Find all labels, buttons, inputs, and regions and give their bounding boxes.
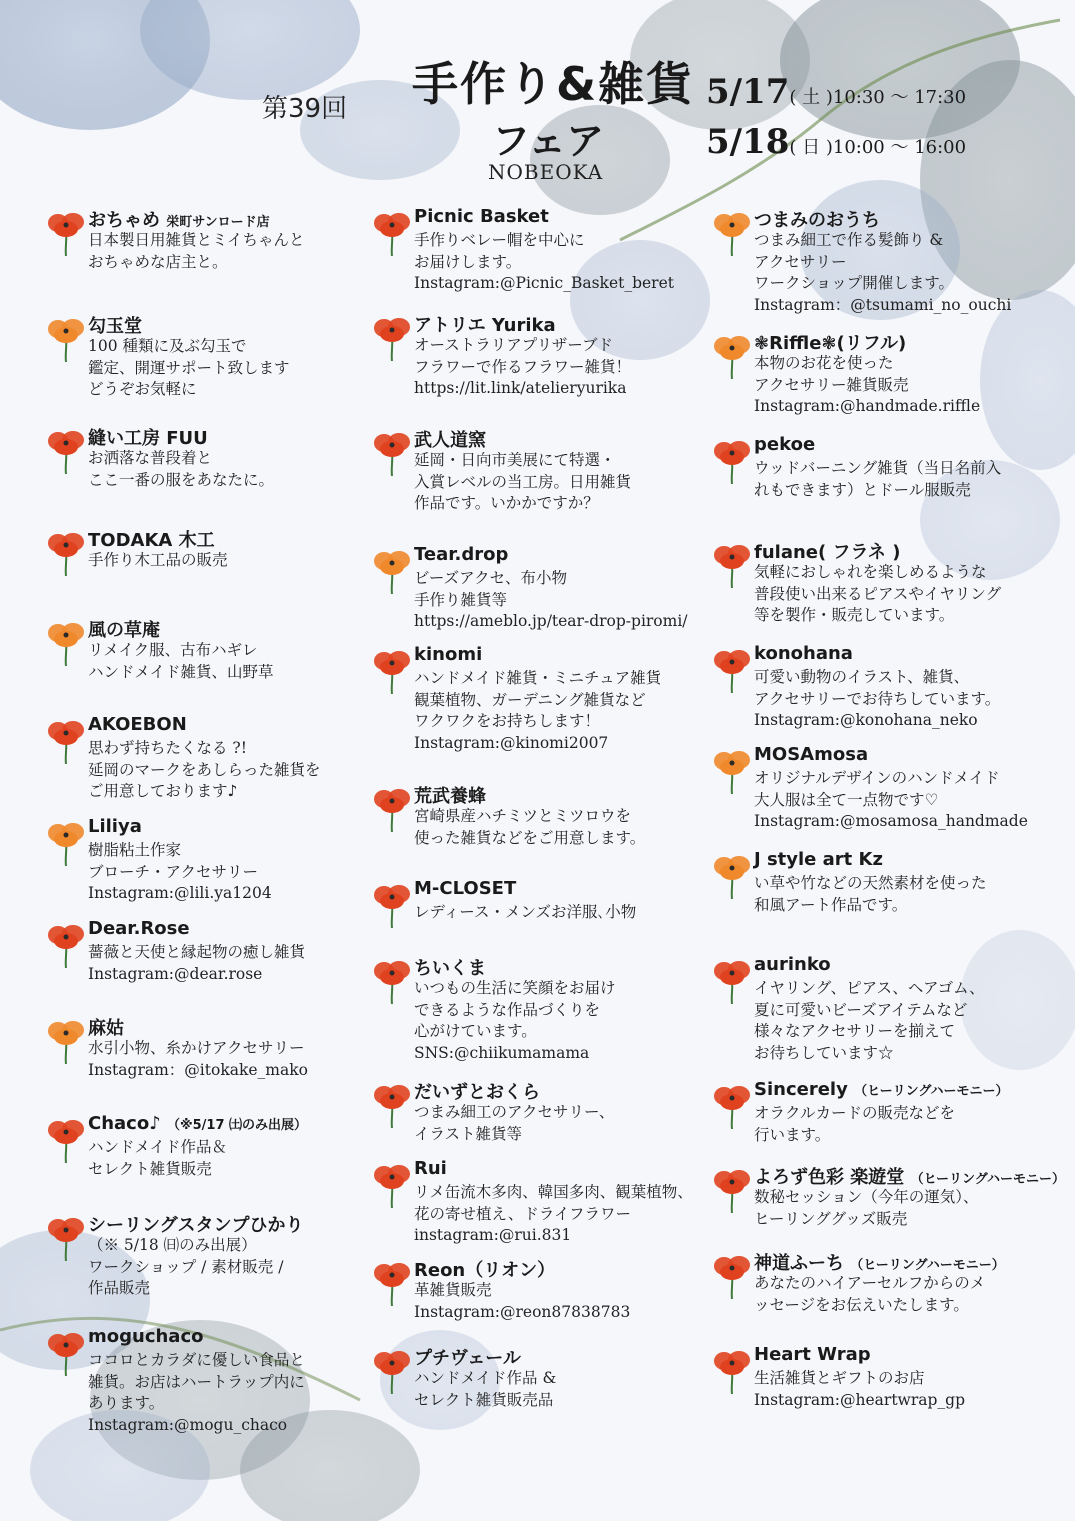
poppy-flower-icon xyxy=(712,1167,752,1213)
shop-name: アトリエ Yurika xyxy=(414,315,556,336)
shop-name: つまみのおうち xyxy=(754,210,880,231)
shop-name: Rui xyxy=(414,1158,447,1179)
shop-description-line: 手作りベレー帽を中心に xyxy=(414,231,585,249)
shop-description xyxy=(414,1280,630,1323)
shop-description-line: 行います。 xyxy=(754,1125,831,1144)
poppy-flower-icon xyxy=(46,1018,86,1064)
shop-description-line: 手作り雑貨等 xyxy=(414,590,508,609)
shop-description-line: ハンドメイド雑貨・ミニチュア雑貨 xyxy=(414,669,662,687)
shop-description-line: 宮崎県産ハチミツとミツロウを xyxy=(414,807,632,825)
shop-description-line: ワークショップ開催します。 xyxy=(754,274,954,292)
event-title-sub: フェア xyxy=(492,119,605,163)
shop-description xyxy=(88,942,305,985)
shop-description-line: 手作り木工品の販売 xyxy=(88,551,228,569)
shop-description xyxy=(754,768,1028,833)
shop-description xyxy=(414,668,661,754)
shop-description xyxy=(88,550,228,572)
shop-name-note: （ヒーリングハーモニー） xyxy=(850,1258,1005,1273)
shop-description xyxy=(754,562,1001,627)
shop-description xyxy=(414,450,631,515)
shop-description-line: instagram:@rui.831 xyxy=(414,1226,572,1244)
shop-name-note: （※5/17 ㈯のみ出展） xyxy=(166,1118,308,1133)
shop-description xyxy=(88,448,274,491)
poppy-flower-icon xyxy=(372,430,412,476)
shop-name: ちいくま xyxy=(414,958,486,979)
shop-description-line: 薔薇と天使と縁起物の癒し雑貨 xyxy=(88,943,306,961)
shop-description-line: SNS:@chiikumamama xyxy=(414,1043,590,1062)
shop-description-line: ブローチ・アクセサリー xyxy=(88,862,259,881)
shop-name: moguchaco xyxy=(88,1326,204,1347)
poppy-flower-icon xyxy=(372,648,412,694)
shop-description-line: 日本製日用雑貨とミイちゃんと xyxy=(88,231,305,249)
shop-name: Liliya xyxy=(88,816,142,837)
shop-description-line: Instagram：@itokake_mako xyxy=(88,1060,308,1079)
shop-description xyxy=(88,640,274,683)
shop-description-line: ワークショップ / 素材販売 / xyxy=(88,1257,284,1276)
shop-name: 武人道窯 xyxy=(414,430,486,451)
shop-description-line: イヤリング、ピアス、ヘアゴム、 xyxy=(754,979,985,997)
shop-description-line: 樹脂粘土作家 xyxy=(88,841,182,859)
shop-description-line: Instagram:@mogu_chaco xyxy=(88,1415,288,1434)
shop-description-line: オリジナルデザインのハンドメイド xyxy=(754,769,1000,787)
shop-description xyxy=(88,1038,308,1081)
shop-name: だいずとおくら xyxy=(414,1082,540,1103)
poppy-flower-icon xyxy=(46,428,86,474)
shop-description-line: 等を製作・販売しています。 xyxy=(754,606,955,624)
shop-description-line: あなたのハイアーセルフからのメ xyxy=(754,1274,986,1292)
shop-description-line: アクセサリー xyxy=(754,252,847,271)
shop-description-line: いつもの生活に笑顔をお届け xyxy=(414,979,616,997)
shop-description-line: ビーズアクセ、布小物 xyxy=(414,569,567,587)
shop-name: 風の草庵 xyxy=(88,620,160,641)
shop-description-line: 大人服は全て一点物です♡ xyxy=(754,790,939,809)
poppy-flower-icon xyxy=(46,922,86,968)
poppy-flower-icon xyxy=(372,958,412,1004)
shop-description-line: Instagram:@handmade.riffle xyxy=(754,397,981,415)
shop-description-line: ココロとカラダに優しい食品と xyxy=(88,1351,305,1369)
poppy-flower-icon xyxy=(46,530,86,576)
shop-description xyxy=(414,902,636,924)
shop-description-line: オラクルカードの販売などを xyxy=(754,1104,956,1122)
shop-name: konohana xyxy=(754,643,853,664)
shop-description xyxy=(754,458,1001,501)
shop-description-line: できるような作品づくりを xyxy=(414,1000,601,1019)
shop-description-line: お待ちしています☆ xyxy=(754,1043,894,1062)
poppy-flower-icon xyxy=(712,1253,752,1299)
shop-description-line: リメ缶流木多肉、韓国多肉、観葉植物、 xyxy=(414,1183,693,1201)
poppy-flower-icon xyxy=(712,1083,752,1129)
shop-description xyxy=(754,873,987,916)
poppy-flower-icon xyxy=(46,718,86,764)
shop-description-line: セレクト雑貨販売品 xyxy=(414,1390,554,1409)
poppy-flower-icon xyxy=(46,1330,86,1376)
shop-description-line: ここ一番の服をあなたに。 xyxy=(88,470,275,489)
shop-description-line: 思わず持ちたくなる ?! xyxy=(88,739,247,757)
shop-description-line: ヒーリンググッズ販売 xyxy=(754,1209,908,1228)
shop-description-line: れもできます）とドール服販売 xyxy=(754,480,971,499)
poppy-flower-icon xyxy=(712,333,752,379)
shop-name: おちゃめ 栄町サンロード店 xyxy=(88,210,270,231)
shop-description-line: Instagram:@reon87838783 xyxy=(414,1302,631,1321)
shop-description xyxy=(88,230,305,273)
shop-description-line: つまみ細工のアクセサリー、 xyxy=(414,1103,615,1121)
shop-name-note: 栄町サンロード店 xyxy=(166,215,270,230)
shop-description-line: https://lit.link/atelieryurika xyxy=(414,379,627,397)
shop-description-line: Instagram:@Picnic_Basket_beret xyxy=(414,274,674,292)
shop-description xyxy=(414,1368,556,1411)
shop-description-line: 革雑貨販売 xyxy=(414,1281,492,1299)
shop-description-line: い草や竹などの天然素材を使った xyxy=(754,874,987,892)
shop-description xyxy=(88,840,272,905)
shop-description-line: 雑貨。お店はハートラップ内に xyxy=(88,1372,305,1391)
shop-name: 麻姑 xyxy=(88,1018,124,1039)
poppy-flower-icon xyxy=(712,1348,752,1394)
event-date-1: 5/17( 土 )10:30 ～ 17:30 xyxy=(706,72,967,112)
shop-description xyxy=(414,1182,693,1247)
shop-description-line: おちゃめな店主と。 xyxy=(88,252,228,271)
shop-description-line: ご用意しております♪ xyxy=(88,782,238,800)
shop-name: TODAKA 木工 xyxy=(88,530,215,551)
shop-name: 神道ふーち （ヒーリングハーモニー） xyxy=(754,1253,1005,1274)
poppy-flower-icon xyxy=(712,210,752,256)
shop-description xyxy=(754,230,1011,316)
shop-description-line: リメイク服、古布ハギレ xyxy=(88,641,258,659)
shop-description-line: Instagram:@dear.rose xyxy=(88,964,263,983)
shop-description xyxy=(754,1273,985,1316)
shop-description-line: アクセサリー雑貨販売 xyxy=(754,375,909,394)
shop-description-line: 花の寄せ植え、ドライフラワー xyxy=(414,1204,632,1223)
shop-description-line: ハンドメイド雑貨、山野草 xyxy=(88,662,274,681)
shop-name: ❃Riffle❃(リフル) xyxy=(754,333,907,354)
shop-description-line: Instagram:@heartwrap_gp xyxy=(754,1390,965,1409)
shop-description-line: イラスト雑貨等 xyxy=(414,1124,523,1143)
shop-name: 勾玉堂 xyxy=(88,316,142,337)
shop-description-line: ウッドバーニング雑貨（当日名前入 xyxy=(754,459,1002,477)
shop-name: Reon（リオン） xyxy=(414,1260,556,1281)
shop-description-line: Instagram:@mosamosa_handmade xyxy=(754,812,1028,830)
poppy-flower-icon xyxy=(712,853,752,899)
shop-name: プチヴェール xyxy=(414,1348,521,1369)
shop-name-note: （ヒーリングハーモニー） xyxy=(910,1172,1066,1187)
shop-description xyxy=(754,1103,955,1146)
shop-name: MOSAmosa xyxy=(754,744,869,765)
shop-description-line: あります。 xyxy=(88,1394,165,1412)
shop-description-line: 生活雑貨とギフトのお店 xyxy=(754,1369,925,1387)
shop-description-line: 可愛い動物のイラスト、雑貨、 xyxy=(754,668,970,686)
shop-description xyxy=(88,1137,227,1180)
poppy-flower-icon xyxy=(372,786,412,832)
poppy-flower-icon xyxy=(46,620,86,666)
shop-description xyxy=(414,978,616,1064)
shop-description-line: ッセージをお伝えいたします。 xyxy=(754,1295,969,1314)
shop-description xyxy=(754,667,1000,732)
shop-description xyxy=(414,335,631,400)
poppy-flower-icon xyxy=(712,647,752,693)
shop-description-line: ワクワクをお持ちします！ xyxy=(414,712,601,730)
shop-description-line: Instagram:@konohana_neko xyxy=(754,711,978,729)
shop-description-line: 鑑定、開運サポート致します xyxy=(88,358,290,377)
shop-name: 荒武養蜂 xyxy=(414,786,486,807)
shop-name: kinomi xyxy=(414,644,483,665)
shop-name: fulane( フラネ ) xyxy=(754,542,901,563)
shop-description-line: 本物のお花を使った xyxy=(754,354,894,372)
shop-description-line: 水引小物、糸かけアクセサリー xyxy=(88,1039,305,1057)
poppy-flower-icon xyxy=(46,820,86,866)
shop-name: Dear.Rose xyxy=(88,918,190,939)
shop-description xyxy=(88,738,321,803)
shop-description-line: オーストラリアプリザーブド xyxy=(414,336,614,354)
shop-description xyxy=(88,1350,305,1436)
shop-name: M-CLOSET xyxy=(414,878,517,899)
event-date-2: 5/18( 日 )10:00 ～ 16:00 xyxy=(706,122,967,162)
shop-description-line: （※ 5/18 ㈰のみ出展） xyxy=(88,1236,257,1254)
shop-description-line: ハンドメイド作品 & xyxy=(414,1369,557,1387)
poppy-flower-icon xyxy=(372,315,412,361)
shop-description xyxy=(88,336,290,401)
event-header xyxy=(0,0,1075,200)
shop-description-line: 和風アート作品です。 xyxy=(754,895,908,914)
shop-description xyxy=(754,978,985,1064)
shop-description-line: Instagram:@lili.ya1204 xyxy=(88,884,272,902)
poppy-flower-icon xyxy=(46,316,86,362)
shop-description-line: 作品です。いかかですか？ xyxy=(414,494,599,512)
shop-description xyxy=(414,1102,614,1145)
poppy-flower-icon xyxy=(372,1082,412,1128)
shop-name: J style art Kz xyxy=(754,849,883,870)
shop-description-line: 様々なアクセサリーを揃えて xyxy=(754,1022,956,1040)
poppy-flower-icon xyxy=(372,1162,412,1208)
event-title: 手作り&雑貨 xyxy=(412,57,695,111)
poppy-flower-icon xyxy=(712,748,752,794)
shop-description-line: 観葉植物、ガーデニング雑貨など xyxy=(414,690,646,709)
shop-name: Chaco♪ （※5/17 ㈯のみ出展） xyxy=(88,1113,308,1134)
shop-description-line: https://ameblo.jp/tear-drop-piromi/ xyxy=(414,612,688,630)
shop-name: Picnic Basket xyxy=(414,206,549,227)
poppy-flower-icon xyxy=(712,542,752,588)
shop-description xyxy=(754,1187,978,1230)
shop-description xyxy=(414,230,674,295)
shop-name: Heart Wrap xyxy=(754,1344,871,1365)
shop-name: aurinko xyxy=(754,954,831,975)
shop-name: pekoe xyxy=(754,434,816,455)
shop-description-line: 気軽におしゃれを楽しめるような xyxy=(754,563,987,581)
shop-name: よろず色彩 楽遊堂 （ヒーリングハーモニー） xyxy=(754,1167,1066,1188)
shop-description xyxy=(754,353,980,418)
shop-description-line: 使った雑貨などをご用意します。 xyxy=(414,828,646,847)
poppy-flower-icon xyxy=(712,438,752,484)
shop-name-note: （ヒーリングハーモニー） xyxy=(854,1084,1009,1099)
event-city: NOBEOKA xyxy=(488,160,604,184)
shop-name: 縫い工房 FUU xyxy=(88,428,208,449)
shop-description-line: 入賞レベルの当工房。日用雑貨 xyxy=(414,472,632,491)
poppy-flower-icon xyxy=(372,210,412,256)
poppy-flower-icon xyxy=(46,1117,86,1163)
shop-description-line: 100 種類に及ぶ勾玉で xyxy=(88,337,247,355)
shop-description-line: Instagram:@kinomi2007 xyxy=(414,733,609,752)
edition-label: 第39回 xyxy=(262,94,348,124)
shop-description xyxy=(754,1368,965,1411)
shop-name: Tear.drop xyxy=(414,544,509,565)
shop-description-line: お洒落な普段着と xyxy=(88,449,213,467)
shop-description-line: 延岡のマークをあしらった雑貨を xyxy=(88,760,321,779)
poppy-flower-icon xyxy=(372,1260,412,1306)
shop-description-line: 数秘セッション（今年の運気）、 xyxy=(754,1188,979,1206)
shop-description-line: 延岡・日向市美展にて特選・ xyxy=(414,451,616,469)
shop-description-line: ハンドメイド作品＆ xyxy=(88,1138,228,1156)
shop-description-line: 作品販売 xyxy=(88,1279,151,1297)
shop-description-line: アクセサリーでお待ちしています。 xyxy=(754,689,1001,708)
poppy-flower-icon xyxy=(712,958,752,1004)
shop-description-line: お届けします。 xyxy=(414,252,522,271)
shop-description-line: Instagram：@tsumami_no_ouchi xyxy=(754,295,1012,314)
shop-name: Sincerely （ヒーリングハーモニー） xyxy=(754,1079,1009,1100)
shop-description xyxy=(88,1235,283,1300)
shop-description-line: 夏に可愛いビーズアイテムなど xyxy=(754,1000,968,1019)
shop-description-line: どうぞお気軽に xyxy=(88,380,197,398)
poppy-flower-icon xyxy=(372,1348,412,1394)
shop-name: シーリングスタンプひかり xyxy=(88,1215,304,1236)
poppy-flower-icon xyxy=(372,548,412,594)
shop-description-line: つまみ細工で作る髪飾り & xyxy=(754,231,944,249)
shop-description-line: レディース・メンズお洋服､小物 xyxy=(414,903,637,921)
poppy-flower-icon xyxy=(46,210,86,256)
shop-description-line: 普段使い出来るピアスやイヤリング xyxy=(754,584,1002,603)
shop-description xyxy=(414,806,645,849)
shop-description-line: 心がけています。 xyxy=(414,1022,537,1040)
poppy-flower-icon xyxy=(372,882,412,928)
shop-description-line: フラワーで作るフラワー雑貨！ xyxy=(414,357,632,376)
shop-description-line: セレクト雑貨販売 xyxy=(88,1159,212,1178)
poppy-flower-icon xyxy=(46,1215,86,1261)
shop-name: AKOEBON xyxy=(88,714,187,735)
shop-description xyxy=(414,568,688,633)
